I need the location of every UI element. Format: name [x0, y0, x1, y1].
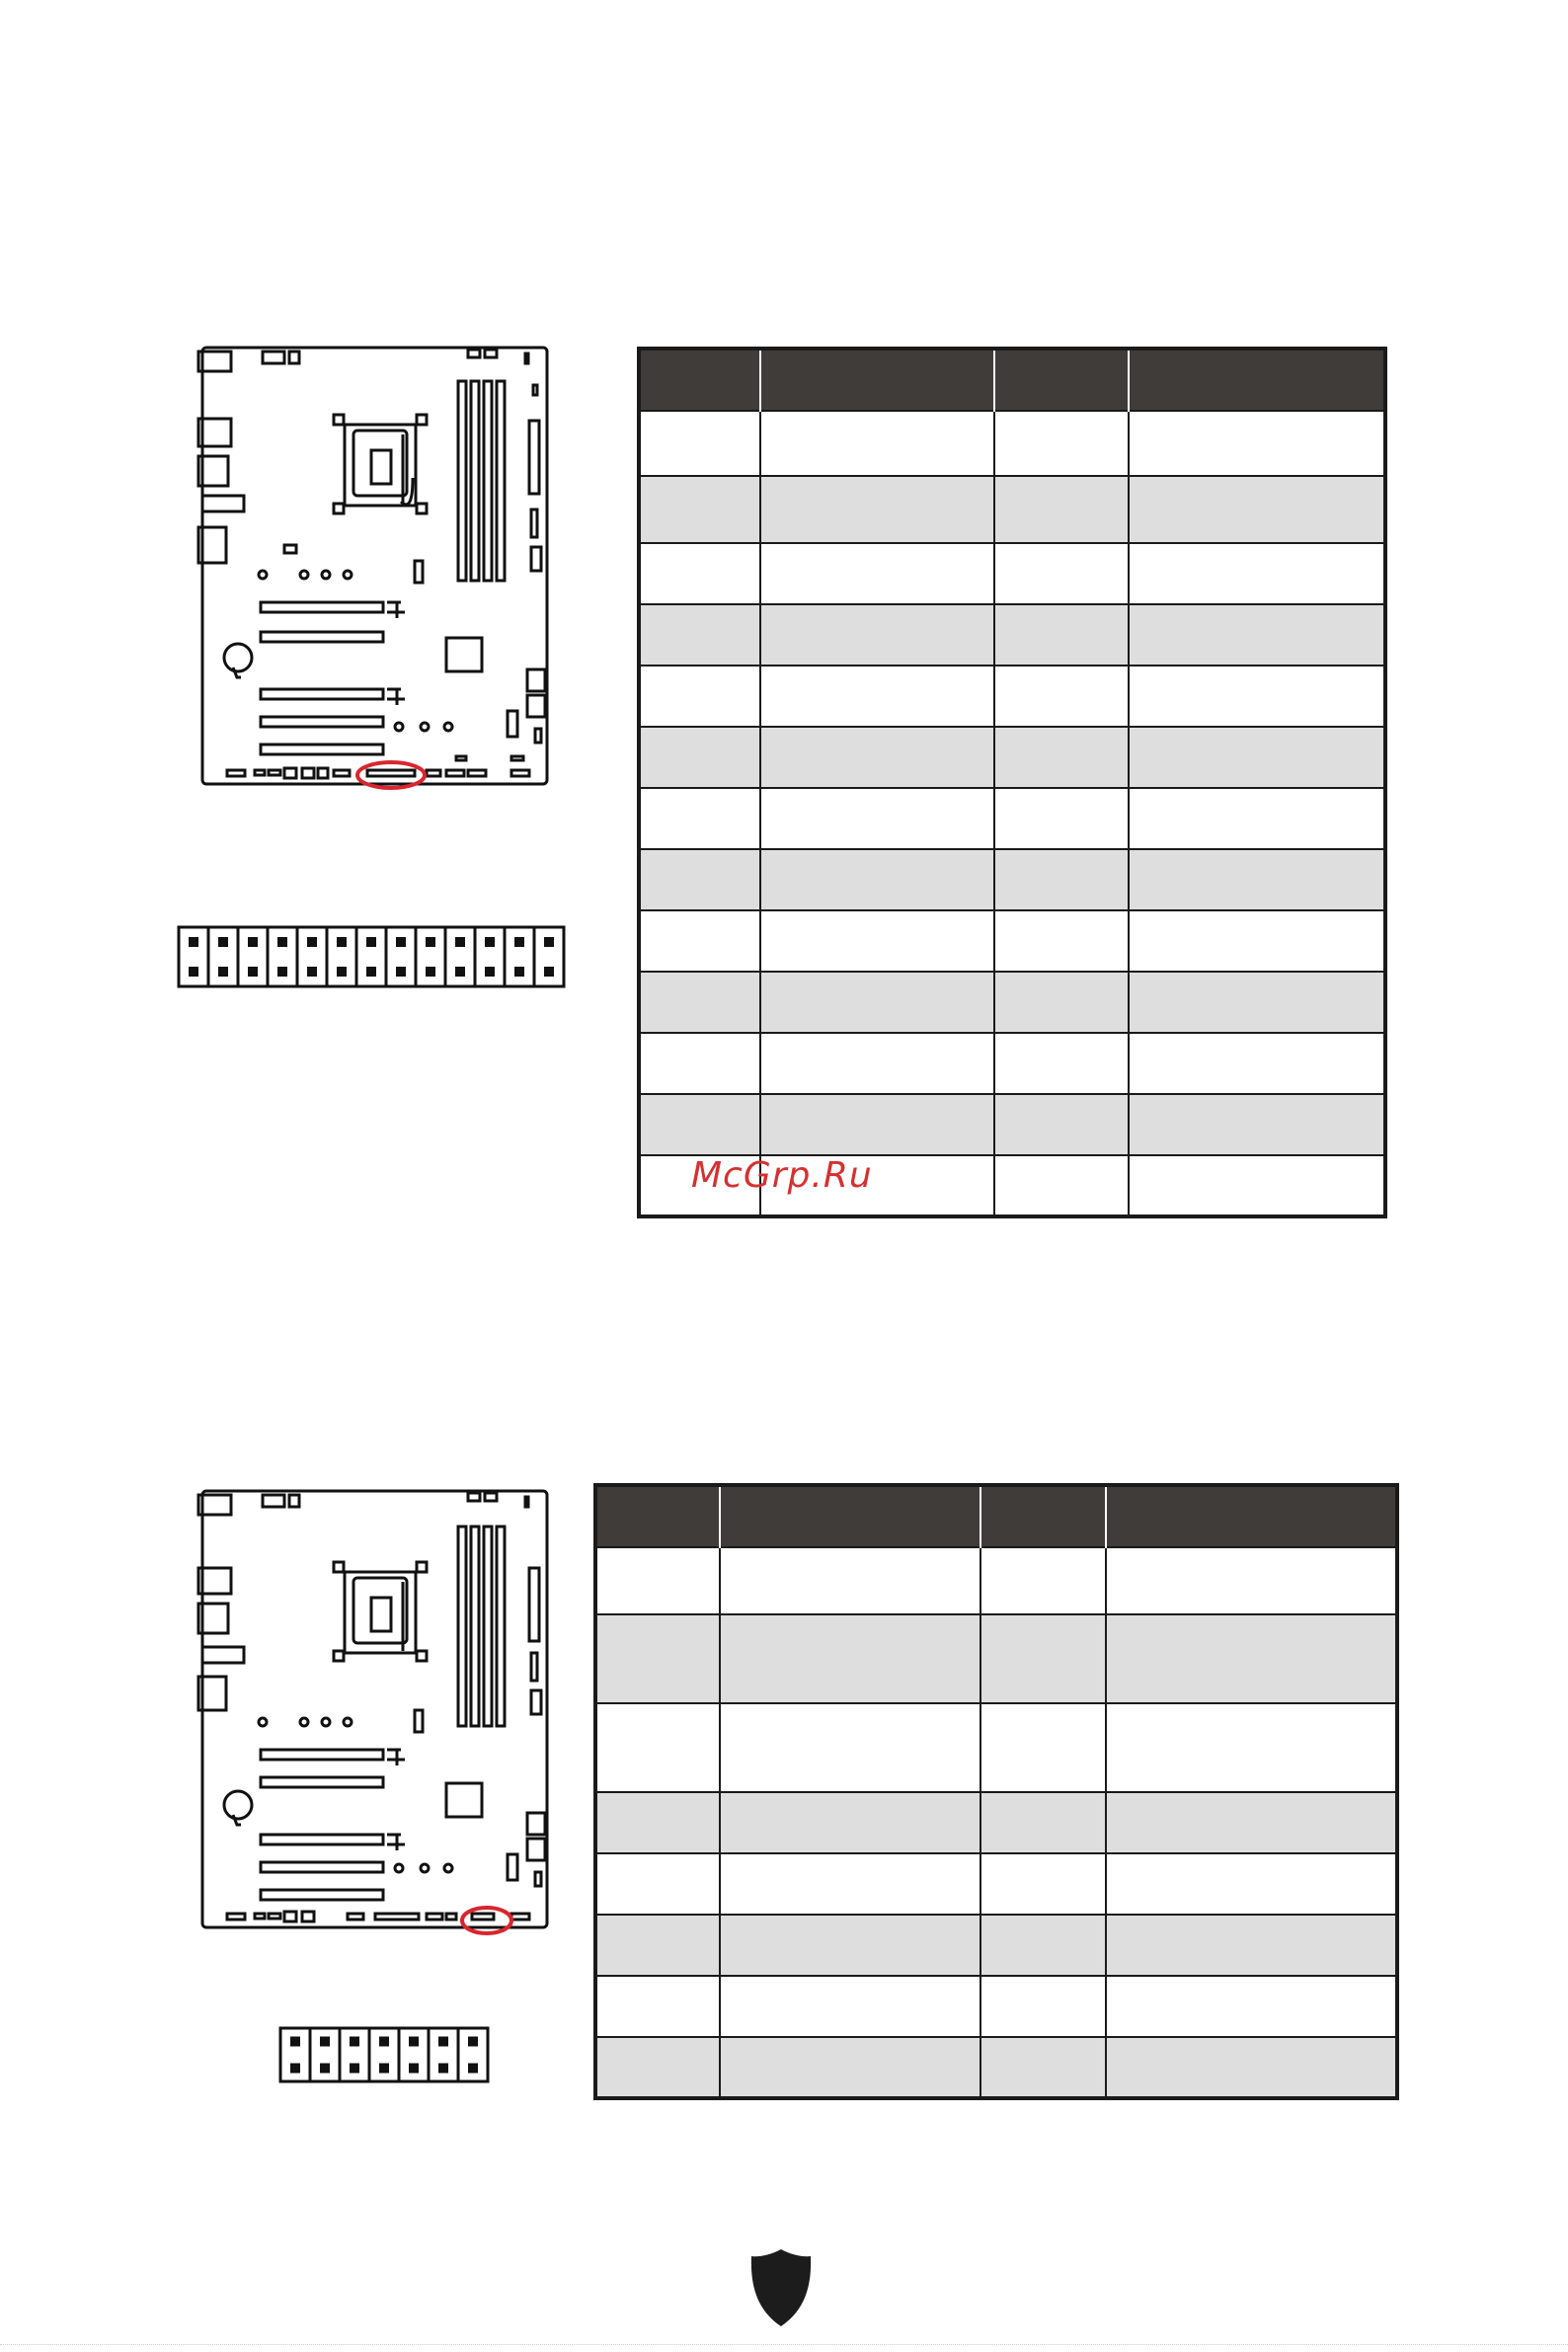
footer-divider: [0, 2344, 1568, 2345]
pin-definition-table-top: [637, 347, 1387, 1218]
pin: [337, 937, 347, 947]
table-cell: [595, 2037, 720, 2098]
pin: [426, 937, 435, 947]
pin: [468, 2064, 478, 2074]
table-cell: [994, 727, 1129, 788]
table-header-cell: [1106, 1485, 1397, 1547]
table-cell: [595, 1614, 720, 1703]
table-cell: [994, 411, 1129, 476]
table-cell: [994, 972, 1129, 1033]
table-cell: [760, 666, 994, 727]
table-cell: [639, 666, 760, 727]
table-cell: [595, 1547, 720, 1614]
table-row: [639, 972, 1385, 1033]
pin: [485, 967, 495, 977]
pin: [307, 937, 317, 947]
pin: [350, 2037, 359, 2047]
table-cell: [720, 1547, 980, 1614]
table-cell: [639, 411, 760, 476]
table-cell: [595, 1976, 720, 2037]
pin: [320, 2037, 330, 2047]
table-row: [639, 1094, 1385, 1155]
table-cell: [639, 543, 760, 604]
table-cell: [639, 727, 760, 788]
pin: [426, 967, 435, 977]
table-cell: [595, 1915, 720, 1976]
table-cell: [980, 1614, 1106, 1703]
table-cell: [760, 788, 994, 849]
table-cell: [980, 1547, 1106, 1614]
table-cell: [720, 1853, 980, 1915]
table-cell: [595, 1792, 720, 1853]
table-cell: [639, 1094, 760, 1155]
table-header-cell: [1129, 349, 1385, 411]
table-cell: [639, 476, 760, 543]
table-row: [595, 1976, 1397, 2037]
pin: [468, 2037, 478, 2047]
table-cell: [1129, 1155, 1385, 1216]
table-cell: [760, 972, 994, 1033]
table-header-cell: [595, 1485, 720, 1547]
table-header-cell: [760, 349, 994, 411]
watermark-text: McGrp.Ru: [691, 1155, 873, 1196]
pin: [307, 967, 317, 977]
table-header-cell: [980, 1485, 1106, 1547]
table-cell: [639, 1033, 760, 1094]
table-cell: [994, 788, 1129, 849]
table-cell: [994, 1094, 1129, 1155]
table-cell: [980, 2037, 1106, 2098]
table-cell: [720, 1792, 980, 1853]
table-cell: [595, 1853, 720, 1915]
table-cell: [994, 604, 1129, 666]
table-cell: [720, 1614, 980, 1703]
pin: [544, 967, 554, 977]
table-row: [639, 604, 1385, 666]
pin: [409, 2037, 419, 2047]
table-row: [639, 727, 1385, 788]
pin: [337, 967, 347, 977]
table-cell: [639, 604, 760, 666]
table-cell: [639, 788, 760, 849]
table-cell: [1129, 910, 1385, 972]
table-header-cell: [720, 1485, 980, 1547]
pin: [396, 967, 406, 977]
pin-header-diagram-top: [176, 924, 567, 989]
table-row: [639, 543, 1385, 604]
table-row: [595, 1547, 1397, 1614]
table-header-row: [595, 1485, 1397, 1547]
table-row: [639, 666, 1385, 727]
table-cell: [760, 727, 994, 788]
motherboard-diagram-top: [194, 344, 561, 800]
motherboard-diagram-bottom: [194, 1487, 561, 1943]
table-cell: [1129, 972, 1385, 1033]
table-cell: [994, 1155, 1129, 1216]
table-cell: [1106, 1976, 1397, 2037]
table-cell: [760, 1033, 994, 1094]
table-cell: [760, 849, 994, 910]
table-cell: [720, 1976, 980, 2037]
table-header-cell: [994, 349, 1129, 411]
shield-icon: [748, 2247, 814, 2328]
pin: [379, 2064, 389, 2074]
table-cell: [994, 910, 1129, 972]
table-row: [595, 1792, 1397, 1853]
pin: [320, 2064, 330, 2074]
pin: [248, 937, 258, 947]
table-cell: [1129, 543, 1385, 604]
pin: [366, 937, 376, 947]
table-row: [639, 910, 1385, 972]
table-cell: [639, 849, 760, 910]
table-cell: [760, 910, 994, 972]
table-cell: [760, 411, 994, 476]
pin-definition-table-bottom: [593, 1483, 1399, 2100]
table-row: [595, 1915, 1397, 1976]
pin: [438, 2064, 448, 2074]
table-cell: [1106, 1853, 1397, 1915]
pin: [218, 967, 228, 977]
table-cell: [1129, 604, 1385, 666]
table-cell: [980, 1853, 1106, 1915]
pin: [409, 2064, 419, 2074]
pin: [218, 937, 228, 947]
table-cell: [1129, 788, 1385, 849]
pin: [277, 937, 287, 947]
table-cell: [595, 1703, 720, 1792]
table-cell: [1129, 476, 1385, 543]
pin: [189, 937, 198, 947]
table-row: [595, 2037, 1397, 2098]
pin: [350, 2064, 359, 2074]
table-cell: [980, 1703, 1106, 1792]
pin: [514, 937, 524, 947]
pin: [366, 967, 376, 977]
pin: [189, 967, 198, 977]
table-cell: [1129, 666, 1385, 727]
table-row: [595, 1614, 1397, 1703]
table-cell: [1106, 2037, 1397, 2098]
table-cell: [1129, 727, 1385, 788]
table-row: [639, 476, 1385, 543]
table-row: [639, 849, 1385, 910]
table-cell: [1129, 1094, 1385, 1155]
table-cell: [1129, 411, 1385, 476]
table-row: [595, 1853, 1397, 1915]
table-cell: [1106, 1614, 1397, 1703]
pin: [544, 937, 554, 947]
table-cell: [994, 476, 1129, 543]
pin: [455, 967, 465, 977]
table-cell: [994, 1033, 1129, 1094]
pin: [248, 967, 258, 977]
table-cell: [760, 1094, 994, 1155]
table-cell: [980, 1915, 1106, 1976]
table-cell: [720, 1703, 980, 1792]
table-cell: [1129, 849, 1385, 910]
table-cell: [760, 543, 994, 604]
table-cell: [720, 1915, 980, 1976]
pin: [455, 937, 465, 947]
pin: [290, 2064, 300, 2074]
pin: [485, 937, 495, 947]
table-row: [639, 788, 1385, 849]
table-cell: [760, 604, 994, 666]
table-cell: [994, 849, 1129, 910]
pin: [290, 2037, 300, 2047]
table-cell: [980, 1792, 1106, 1853]
table-cell: [760, 476, 994, 543]
pin: [277, 967, 287, 977]
table-cell: [994, 666, 1129, 727]
pin: [379, 2037, 389, 2047]
table-cell: [639, 972, 760, 1033]
table-cell: [639, 910, 760, 972]
table-cell: [1106, 1792, 1397, 1853]
pin-header-diagram-bottom: [277, 2025, 491, 2084]
table-cell: [1106, 1703, 1397, 1792]
table-cell: [980, 1976, 1106, 2037]
table-cell: [720, 2037, 980, 2098]
table-row: [595, 1703, 1397, 1792]
table-row: [639, 411, 1385, 476]
table-row: [639, 1033, 1385, 1094]
pin: [514, 967, 524, 977]
table-cell: [1129, 1033, 1385, 1094]
table-cell: [1106, 1547, 1397, 1614]
table-header-cell: [639, 349, 760, 411]
pin: [438, 2037, 448, 2047]
pin: [396, 937, 406, 947]
table-cell: [1106, 1915, 1397, 1976]
table-header-row: [639, 349, 1385, 411]
table-cell: [994, 543, 1129, 604]
